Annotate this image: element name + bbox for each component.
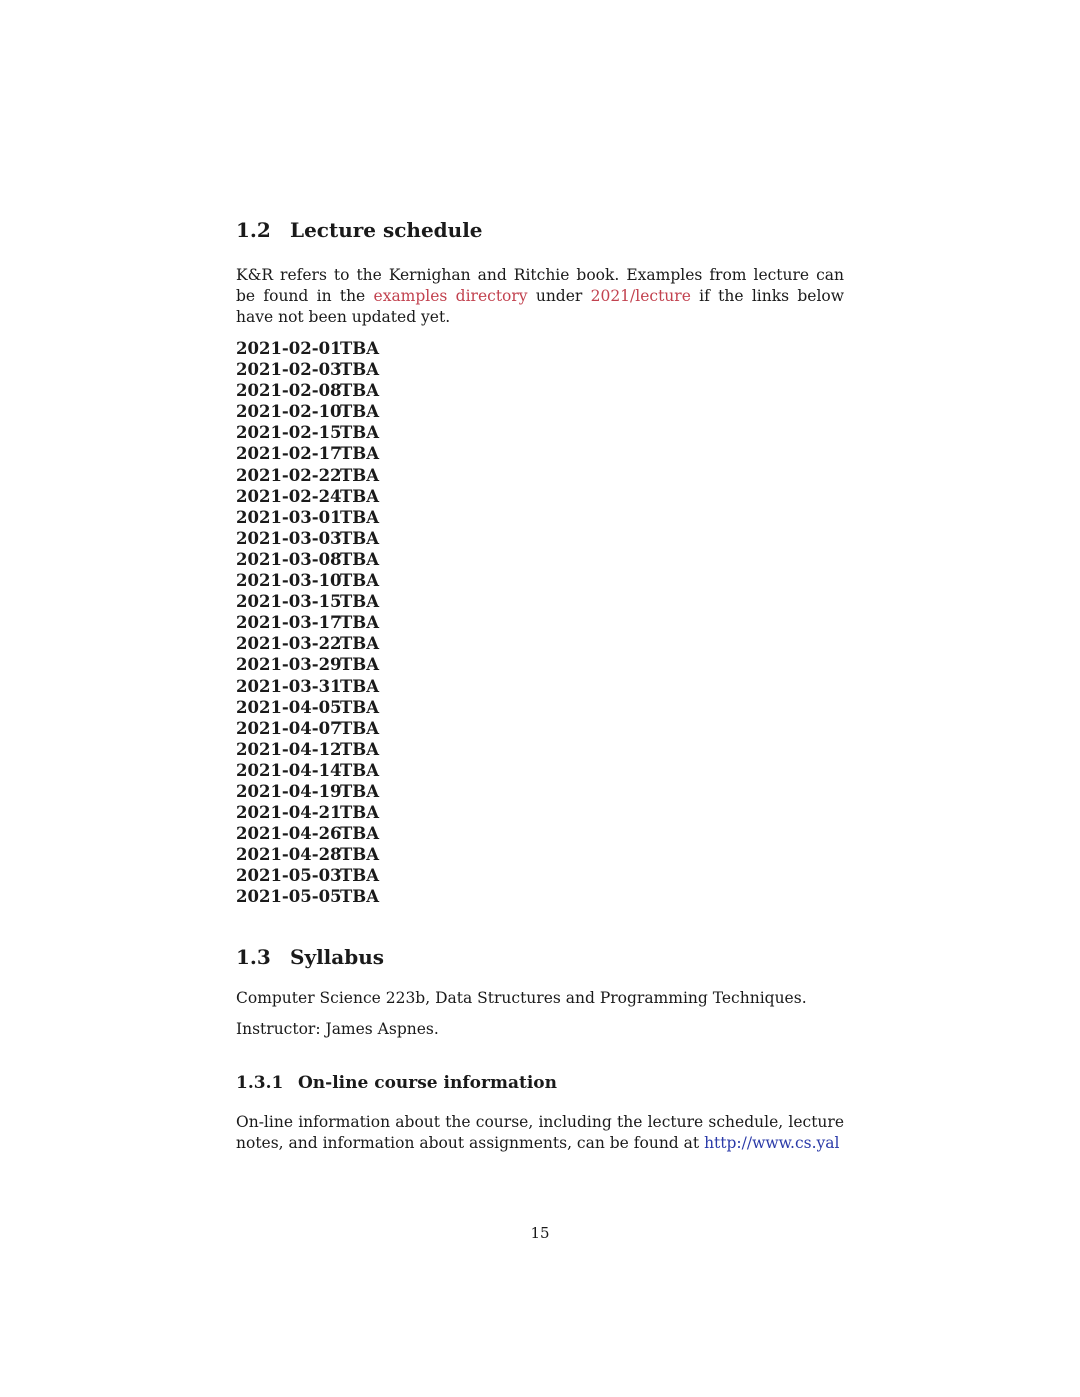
- schedule-row: [236, 359, 844, 380]
- schedule-topic: TBA: [340, 739, 380, 759]
- schedule-row: [236, 570, 844, 591]
- schedule-date: 2021-02-24: [236, 486, 342, 506]
- schedule-row: [236, 422, 844, 443]
- subsection-number: 1.3.1: [236, 1072, 284, 1093]
- schedule-topic: TBA: [340, 718, 380, 738]
- schedule-topic: TBA: [340, 866, 380, 886]
- schedule-topic: TBA: [340, 571, 380, 591]
- instructor-paragraph: Instructor: James Aspnes.: [236, 1019, 439, 1038]
- schedule-date: 2021-02-01: [236, 339, 342, 358]
- schedule-row: [236, 823, 844, 844]
- schedule-date: 2021-03-29: [236, 655, 342, 675]
- intro-text: if the links below have not been updated yet.: [236, 287, 844, 326]
- schedule-row: [236, 528, 844, 549]
- schedule-row: [236, 865, 844, 886]
- section-number: 1.3: [236, 944, 271, 969]
- schedule-date: 2021-04-12: [236, 739, 342, 759]
- schedule-row: [236, 338, 844, 359]
- schedule-topic: TBA: [340, 655, 380, 675]
- schedule-date: 2021-04-19: [236, 781, 342, 801]
- schedule-row: [236, 676, 844, 697]
- schedule-topic: TBA: [340, 423, 380, 443]
- subsection-title: On-line course information: [298, 1072, 557, 1093]
- schedule-date: 2021-03-08: [236, 549, 342, 569]
- schedule-date: 2021-04-14: [236, 760, 342, 780]
- section-heading-lecture-schedule: [236, 215, 844, 245]
- schedule-row: [236, 718, 844, 739]
- schedule-topic: TBA: [340, 465, 380, 485]
- intro-text: under: [527, 287, 591, 305]
- lecture-intro-paragraph: [236, 265, 844, 328]
- schedule-topic: TBA: [340, 845, 380, 865]
- schedule-date: 2021-02-03: [236, 360, 342, 380]
- schedule-date: 2021-02-17: [236, 444, 342, 464]
- schedule-topic: TBA: [340, 486, 380, 506]
- schedule-topic: TBA: [340, 887, 380, 907]
- schedule-row: [236, 802, 844, 823]
- schedule-topic: TBA: [340, 592, 380, 612]
- schedule-date: 2021-02-10: [236, 402, 342, 422]
- schedule-date: 2021-03-17: [236, 613, 342, 633]
- schedule-row: [236, 697, 844, 718]
- schedule-row: [236, 633, 844, 654]
- schedule-date: 2021-02-22: [236, 465, 342, 485]
- schedule-row: [236, 465, 844, 486]
- schedule-date: 2021-03-31: [236, 676, 342, 696]
- section-heading-syllabus: [236, 942, 844, 972]
- schedule-row: [236, 486, 844, 507]
- schedule-row: [236, 781, 844, 802]
- section-number: 1.2: [236, 218, 271, 242]
- schedule-date: 2021-04-28: [236, 845, 342, 865]
- schedule-row: [236, 380, 844, 401]
- lecture-2021-link[interactable]: 2021/lecture: [590, 287, 691, 305]
- schedule-date: 2021-03-10: [236, 571, 342, 591]
- course-url-link[interactable]: http://www.cs.yal: [704, 1133, 840, 1152]
- schedule-row: [236, 401, 844, 422]
- schedule-topic: TBA: [340, 549, 380, 569]
- schedule-date: 2021-02-15: [236, 423, 342, 443]
- schedule-topic: TBA: [340, 381, 380, 401]
- schedule-date: 2021-04-05: [236, 697, 342, 717]
- schedule-topic: TBA: [340, 613, 380, 633]
- course-title-paragraph: Computer Science 223b, Data Structures and Programming Techniques.: [236, 988, 807, 1007]
- lecture-schedule-list: [236, 338, 844, 908]
- schedule-row: [236, 654, 844, 675]
- schedule-date: 2021-02-08: [236, 381, 342, 401]
- subsection-heading-online-info: [236, 1070, 844, 1096]
- schedule-topic: TBA: [340, 402, 380, 422]
- schedule-topic: TBA: [340, 360, 380, 380]
- section-title: Lecture schedule: [290, 218, 483, 242]
- schedule-date: 2021-05-03: [236, 866, 342, 886]
- schedule-date: 2021-05-05: [236, 887, 342, 907]
- schedule-date: 2021-04-21: [236, 803, 342, 823]
- schedule-row: [236, 549, 844, 570]
- schedule-topic: TBA: [340, 528, 380, 548]
- schedule-topic: TBA: [340, 676, 380, 696]
- schedule-date: 2021-03-03: [236, 528, 342, 548]
- online-info-paragraph: [236, 1112, 844, 1154]
- schedule-date: 2021-04-26: [236, 824, 342, 844]
- schedule-topic: TBA: [340, 760, 380, 780]
- schedule-topic: TBA: [340, 803, 380, 823]
- examples-directory-link[interactable]: examples directory: [373, 287, 528, 305]
- schedule-row: [236, 886, 844, 907]
- intro-text: K&R refers to the Kernighan and Ritchie book. Examples from lecture can be found in the: [236, 266, 844, 305]
- schedule-row: [236, 844, 844, 865]
- online-info-text: On-line information about the course, including the lecture schedule, lecture notes, and information about assignments, can be found at: [236, 1112, 844, 1152]
- schedule-row: [236, 612, 844, 633]
- schedule-date: 2021-03-15: [236, 592, 342, 612]
- schedule-date: 2021-03-01: [236, 507, 342, 527]
- schedule-row: [236, 591, 844, 612]
- schedule-row: [236, 507, 844, 528]
- schedule-date: 2021-03-22: [236, 634, 342, 654]
- schedule-topic: TBA: [340, 634, 380, 654]
- section-title: Syllabus: [290, 944, 385, 969]
- schedule-row: [236, 443, 844, 464]
- page-number: 15: [530, 1224, 550, 1242]
- document-page: [236, 215, 844, 1154]
- schedule-topic: TBA: [340, 444, 380, 464]
- schedule-row: [236, 739, 844, 760]
- schedule-topic: TBA: [340, 697, 380, 717]
- schedule-topic: TBA: [340, 824, 380, 844]
- schedule-topic: TBA: [340, 507, 380, 527]
- schedule-row: [236, 760, 844, 781]
- schedule-topic: TBA: [340, 781, 380, 801]
- schedule-topic: TBA: [340, 339, 380, 358]
- schedule-date: 2021-04-07: [236, 718, 342, 738]
